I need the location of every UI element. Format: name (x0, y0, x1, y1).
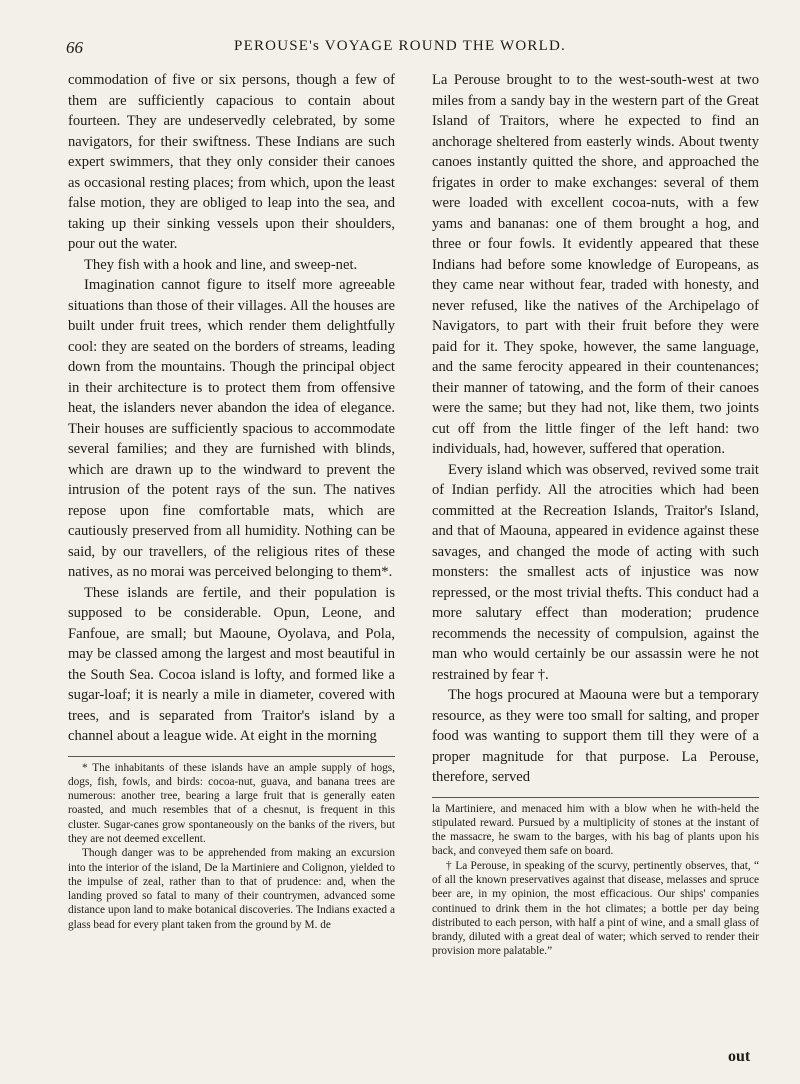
footnote: * The inhabitants of these islands have an ample supply of hogs, dogs, fish, fowls, and birds: cocoa-nut, guava, and banana trees are numerous: another tree, bearing a large fruit that is generally eaten roasted, and much resembles that of a chesnut, is frequent in this cluster. Sugar-canes grow spontaneously on the banks of the rivers, but they are not deemed excellent. (68, 761, 395, 845)
footnote-separator (432, 797, 759, 798)
page-number: 66 (66, 38, 83, 57)
footnotes (68, 761, 395, 933)
body-paragraph: Every island which was observed, revived some trait of Indian perfidy. All the atrocities which had been committed at the Recreation Islands, Traitor's Island, and that of Maouna, appeared in evidence against these savages, and changed the mode of acting with such monsters: the smallest acts of injustice was now repressed, or the most trivial thefts. This conduct had a more salutary effect than moderation; prudence recommends the necessity of compulsion, against the man who would certainly be our assassin were he not restrained by fear †. (432, 461, 759, 683)
right-column (432, 70, 759, 959)
body-paragraph: The hogs procured at Maouna were but a temporary resource, as they were too small for salting, and proper food was wanting to support them till they were of a proper magnitude for that purpose. La Perouse, therefore, served (432, 687, 759, 785)
body-paragraph: La Perouse brought to to the west-south-west at two miles from a sandy bay in the western part of the Great Island of Traitors, where he expected to find an anchorage sheltered from easterly winds. About twenty canoes instantly quitted the shore, and approached the frigates in order to make exchanges: several of them were loaded with excellent cocoa-nuts, with a few yams and bananas: one of them brought a hog, and three or four fowls. It evidently appeared that these Indians had before some knowledge of Europeans, as they came near without fear, traded with honesty, and never refused, like the natives of the Archipelago of Navigators, to part with their fruit before they were paid for it. They spoke, however, the same language, and the same ferocity appeared in their countenances; their manner of tatowing, and the form of their canoes were the same; but they had not, like them, two joints cut off from the little finger of the left hand: two individuals, had, however, suffered that operation. (432, 72, 759, 457)
body-paragraph: commodation of five or six persons, though a few of them are sufficiently capacious to contain about fourteen. They are undeservedly celebrated, by some navigators, for their swiftness. These Indians are such expert swimmers, that they only consider their canoes as occasional resting places; from which, upon the least false motion, they are obliged to leap into the sea, and taking up their sinking vessels upon their shoulders, pour out the water. (68, 72, 395, 252)
footnote-separator (68, 756, 395, 757)
left-column (68, 70, 395, 932)
body-paragraph: Imagination cannot figure to itself more agreeable situations than those of their villages. All the houses are built under fruit trees, which render them delightfully cool: they are seated on the borders of streams, leading down from the mountains. Though the principal object in their architecture is to protect them from offensive heat, the islanders never abandon the idea of elegance. Their houses are sufficiently spacious to accommodate several families; and they are furnished with blinds, which are drawn up to the windward to prevent the intrusion of the potent rays of the sun. The natives repose upon fine comfortable mats, which are cautiously preserved from all humidity. Nothing can be said, by our travellers, of the religious rites of these natives, as no morai was perceived belonging to them*. (68, 277, 395, 580)
footnote: † La Perouse, in speaking of the scurvy, pertinently observes, that, “ of all the known preservatives against that disease, melasses and spruce beer are, in my opinion, the most efficacious. Our ships' companies continued to drink them in the hot climates; a bottle per day being distributed to each person, with half a pint of wine, and a small glass of brandy, diluted with a great deal of water; which served to render their provision more palatable.” (432, 859, 759, 958)
body-paragraph: They fish with a hook and line, and sweep-net. (84, 256, 358, 273)
footnote: la Martiniere, and menaced him with a blow when he with-held the stipulated reward. Pursued by a multiplicity of stones at the instant of the massacre, he swam to the barges, with his bag of plants upon his back, and conveyed them safe on board. (432, 802, 759, 858)
footnotes (432, 802, 759, 959)
running-head: PEROUSE's VOYAGE ROUND THE WORLD. (234, 38, 566, 54)
catchword: out (728, 1048, 751, 1065)
body-paragraph: These islands are fertile, and their population is supposed to be considerable. Opun, Leone, and Fanfoue, are small; but Maoune, Oyolava, and Pola, may be classed among the largest and most beautiful in the South Sea. Cocoa island is lofty, and formed like a sugar-loaf; it is nearly a mile in diameter, covered with trees, and is separated from Traitor's island by a channel about a league wide. At eight in the morning (68, 584, 395, 744)
footnote: Though danger was to be apprehended from making an excursion into the interior of the island, De la Martiniere and Colignon, yielded to the impulse of zeal, rather than to that of prudence: and, when the landing proved so fatal to many of their countrymen, advanced some distance upon land to make botanical discoveries. The Indians exacted a glass bead for every plant taken from the ground by M. de (68, 847, 395, 931)
